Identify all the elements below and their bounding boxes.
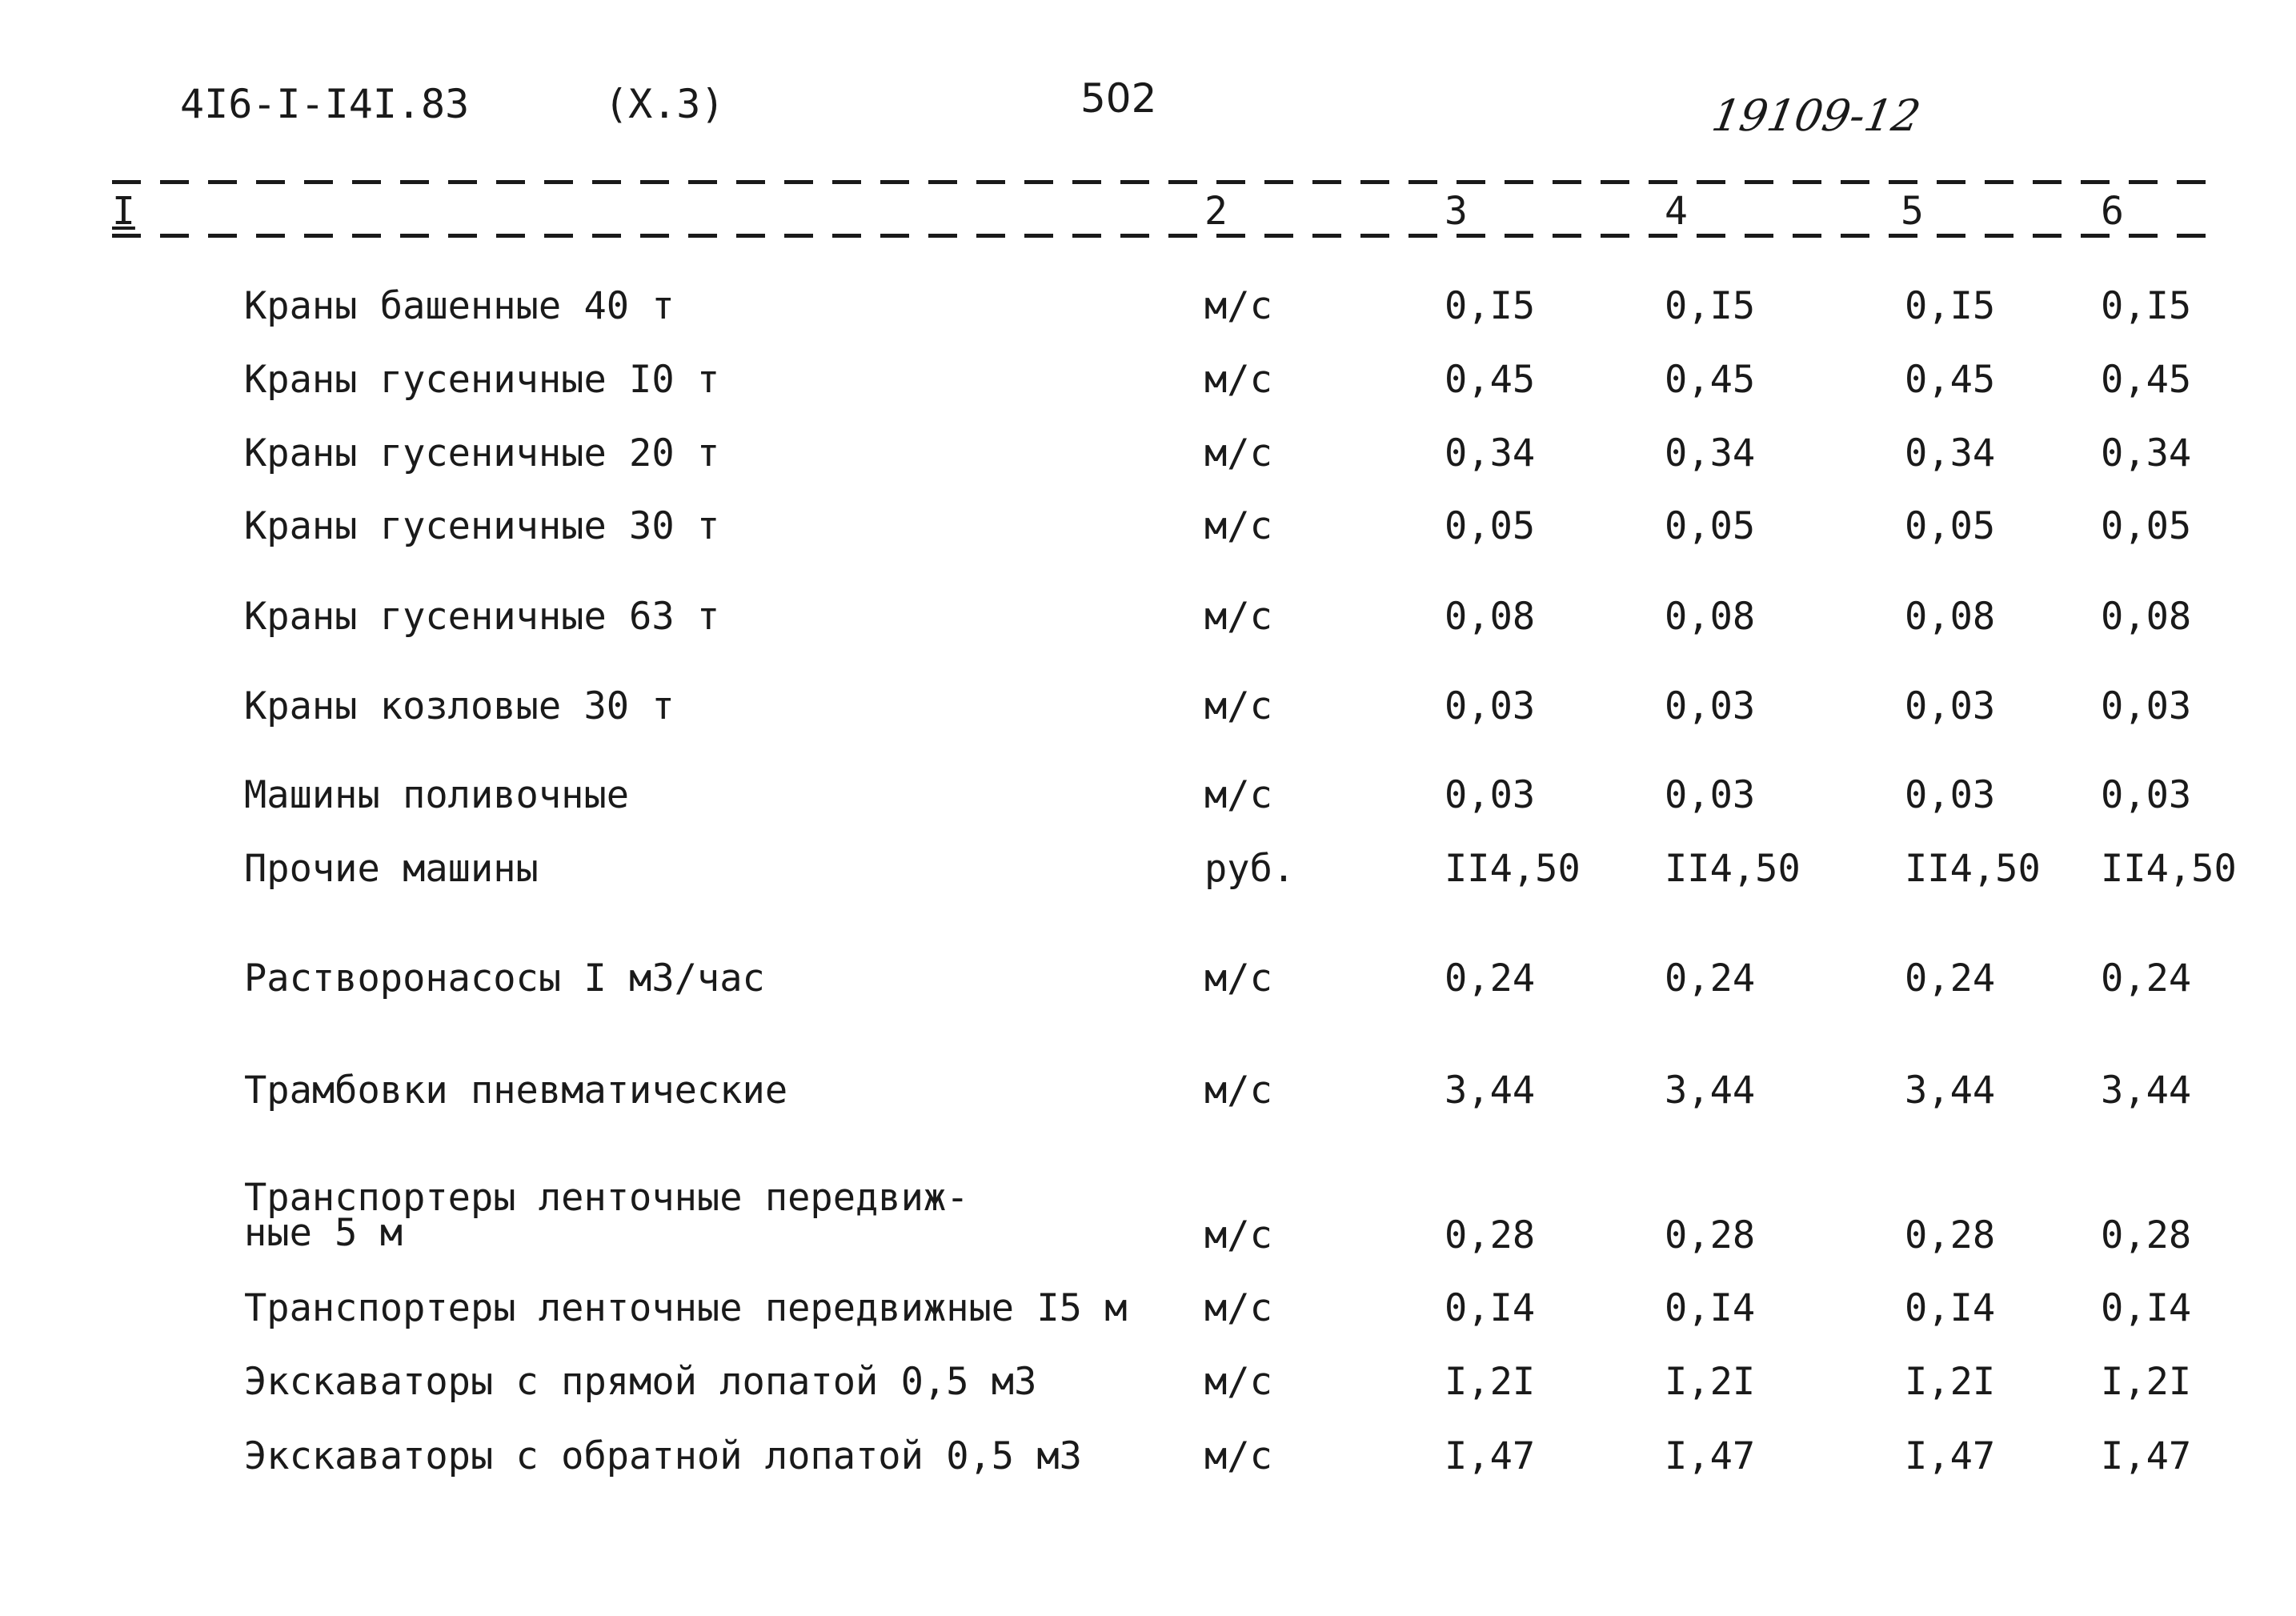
row-unit: м/с <box>1204 595 1272 639</box>
row-value-col5: 0,03 <box>1905 684 1996 728</box>
row-value-col6: 0,I4 <box>2101 1286 2192 1330</box>
column-number-2: 2 <box>1204 189 1228 234</box>
row-value-col4: 0,24 <box>1665 956 1756 1000</box>
row-value-col6: 0,28 <box>2101 1213 2192 1257</box>
row-value-col4: 0,08 <box>1665 595 1756 639</box>
row-value-col5: 0,34 <box>1905 431 1996 475</box>
row-value-col6: 0,34 <box>2101 431 2192 475</box>
table-header-bottom-rule <box>112 234 2217 238</box>
row-value-col4: II4,50 <box>1665 847 1801 891</box>
row-value-col4: 0,03 <box>1665 684 1756 728</box>
column-number-5: 5 <box>1901 189 1924 234</box>
row-value-col5: 0,08 <box>1905 595 1996 639</box>
row-unit: м/с <box>1204 504 1272 548</box>
row-unit: м/с <box>1204 431 1272 475</box>
row-unit: м/с <box>1204 1360 1272 1404</box>
row-name: Краны козловые 30 т <box>244 684 675 728</box>
row-value-col3: 0,24 <box>1445 956 1536 1000</box>
row-value-col6: I,2I <box>2101 1360 2192 1404</box>
row-name: Краны гусеничные I0 т <box>244 358 720 402</box>
row-name: Транспортеры ленточные передвижные I5 м <box>244 1286 1128 1330</box>
row-value-col6: I,47 <box>2101 1434 2192 1478</box>
column-number-1: I <box>112 189 135 234</box>
row-value-col3: 0,03 <box>1445 684 1536 728</box>
row-unit: м/с <box>1204 773 1272 817</box>
row-value-col6: 0,03 <box>2101 684 2192 728</box>
row-value-col3: 0,34 <box>1445 431 1536 475</box>
row-unit: м/с <box>1204 1434 1272 1478</box>
row-value-col3: II4,50 <box>1445 847 1581 891</box>
row-value-col4: 3,44 <box>1665 1069 1756 1113</box>
row-value-col6: II4,50 <box>2101 847 2237 891</box>
row-value-col5: 0,45 <box>1905 358 1996 402</box>
row-value-col3: 3,44 <box>1445 1069 1536 1113</box>
handwritten-reference: 19109-12 <box>1708 90 1925 141</box>
row-value-col5: 0,28 <box>1905 1213 1996 1257</box>
row-value-col4: 0,I4 <box>1665 1286 1756 1330</box>
row-unit: м/с <box>1204 1069 1272 1113</box>
row-value-col5: 0,05 <box>1905 504 1996 548</box>
row-value-col3: 0,I4 <box>1445 1286 1536 1330</box>
document-sheet: (X.3) <box>604 81 725 127</box>
column-number-6: 6 <box>2101 189 2124 234</box>
row-value-col3: 0,03 <box>1445 773 1536 817</box>
row-name: Машины поливочные <box>244 773 630 817</box>
row-name: Растворонасосы I м3/час <box>244 956 765 1000</box>
row-value-col5: 0,I4 <box>1905 1286 1996 1330</box>
row-unit: руб. <box>1204 847 1296 891</box>
row-name: Краны гусеничные 20 т <box>244 431 720 475</box>
column-number-3: 3 <box>1445 189 1468 234</box>
row-value-col3: I,47 <box>1445 1434 1536 1478</box>
row-value-col5: 3,44 <box>1905 1069 1996 1113</box>
row-unit: м/с <box>1204 684 1272 728</box>
row-value-col6: 0,24 <box>2101 956 2192 1000</box>
row-name: Экскаваторы с обратной лопатой 0,5 м3 <box>244 1434 1082 1478</box>
page-number: 502 <box>1080 75 1157 122</box>
document-code: 4I6-I-I4I.83 <box>180 81 470 127</box>
row-value-col6: 0,I5 <box>2101 284 2192 328</box>
row-name: Трамбовки пневматические <box>244 1069 788 1113</box>
row-unit: м/с <box>1204 1286 1272 1330</box>
row-value-col3: 0,45 <box>1445 358 1536 402</box>
row-unit: м/с <box>1204 284 1272 328</box>
row-value-col4: 0,45 <box>1665 358 1756 402</box>
row-unit: м/с <box>1204 956 1272 1000</box>
row-name: Прочие машины <box>244 847 539 891</box>
row-value-col5: 0,24 <box>1905 956 1996 1000</box>
row-value-col5: I,47 <box>1905 1434 1996 1478</box>
row-value-col4: 0,05 <box>1665 504 1756 548</box>
row-value-col4: 0,28 <box>1665 1213 1756 1257</box>
column-number-4: 4 <box>1665 189 1688 234</box>
row-name: Транспортеры ленточные передвиж- ные 5 м <box>244 1176 969 1255</box>
row-value-col6: 0,03 <box>2101 773 2192 817</box>
row-value-col3: 0,28 <box>1445 1213 1536 1257</box>
row-unit: м/с <box>1204 358 1272 402</box>
row-value-col5: 0,I5 <box>1905 284 1996 328</box>
row-value-col4: I,47 <box>1665 1434 1756 1478</box>
row-value-col4: 0,34 <box>1665 431 1756 475</box>
row-value-col6: 0,45 <box>2101 358 2192 402</box>
row-name: Краны гусеничные 30 т <box>244 504 720 548</box>
row-value-col3: 0,08 <box>1445 595 1536 639</box>
row-value-col3: I,2I <box>1445 1360 1536 1404</box>
row-value-col3: 0,I5 <box>1445 284 1536 328</box>
row-name: Краны гусеничные 63 т <box>244 595 720 639</box>
row-value-col6: 0,05 <box>2101 504 2192 548</box>
row-value-col4: 0,03 <box>1665 773 1756 817</box>
row-name: Краны башенные 40 т <box>244 284 675 328</box>
row-value-col6: 3,44 <box>2101 1069 2192 1113</box>
row-value-col4: 0,I5 <box>1665 284 1756 328</box>
row-name: Экскаваторы с прямой лопатой 0,5 м3 <box>244 1360 1037 1404</box>
row-value-col3: 0,05 <box>1445 504 1536 548</box>
row-value-col5: II4,50 <box>1905 847 2041 891</box>
row-unit: м/с <box>1204 1213 1272 1257</box>
row-value-col4: I,2I <box>1665 1360 1756 1404</box>
row-value-col5: I,2I <box>1905 1360 1996 1404</box>
row-value-col5: 0,03 <box>1905 773 1996 817</box>
table-header-top-rule <box>112 180 2217 184</box>
row-value-col6: 0,08 <box>2101 595 2192 639</box>
